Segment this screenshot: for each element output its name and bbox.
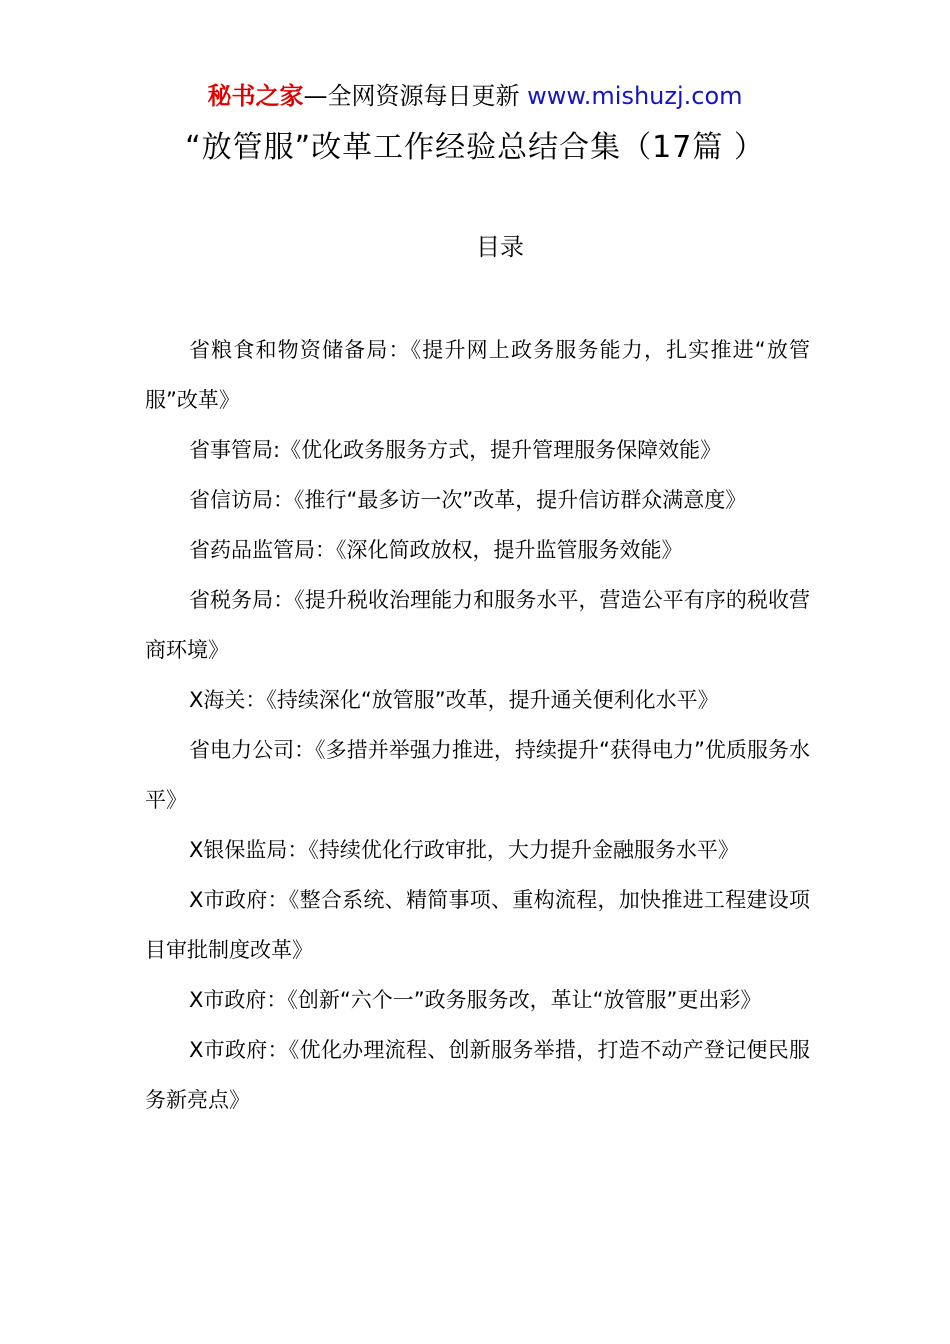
toc-entry[interactable]: 省粮食和物资储备局：《提升网上政务服务能力，扎实推进“放管服”改革》 [145, 338, 810, 412]
document-title: “放管服”改革工作经验总结合集（17篇 ） [185, 130, 765, 165]
toc-entry[interactable]: X市政府：《创新“六个一”政务服务改，革让“放管服”更出彩》 [189, 988, 762, 1012]
toc-entry[interactable]: X市政府：《优化办理流程、创新服务举措，打造不动产登记便民服务新亮点》 [145, 1038, 810, 1112]
toc-heading: 目录 [476, 233, 524, 261]
toc-entry[interactable]: 省税务局：《提升税收治理能力和服务水平，营造公平有序的税收营商环境》 [145, 588, 810, 662]
site-brand-name: 秘书之家 [207, 82, 304, 110]
toc-entry[interactable]: 省电力公司：《多措并举强力推进，持续提升“获得电力”优质服务水平》 [145, 738, 810, 812]
toc-entry[interactable]: 省信访局：《推行“最多访一次”改革，提升信访群众满意度》 [189, 488, 747, 512]
toc-entry[interactable]: X银保监局：《持续优化行政审批，大力提升金融服务水平》 [189, 838, 739, 862]
toc-entry[interactable]: 省药品监管局：《深化简政放权，提升监管服务效能》 [189, 538, 683, 562]
toc-entry[interactable]: 省事管局:《优化政务服务方式，提升管理服务保障效能》 [189, 438, 722, 462]
site-url-link[interactable]: www.mishuzj.com [527, 82, 743, 110]
site-banner [0, 80, 950, 112]
site-tagline: —全网资源每日更新 [303, 82, 520, 110]
table-of-contents [145, 325, 810, 1125]
toc-entry[interactable]: X市政府：《整合系统、精简事项、重构流程，加快推进工程建设项目审批制度改革》 [145, 888, 810, 962]
toc-entry[interactable]: X海关：《持续深化“放管服”改革，提升通关便利化水平》 [189, 688, 719, 712]
